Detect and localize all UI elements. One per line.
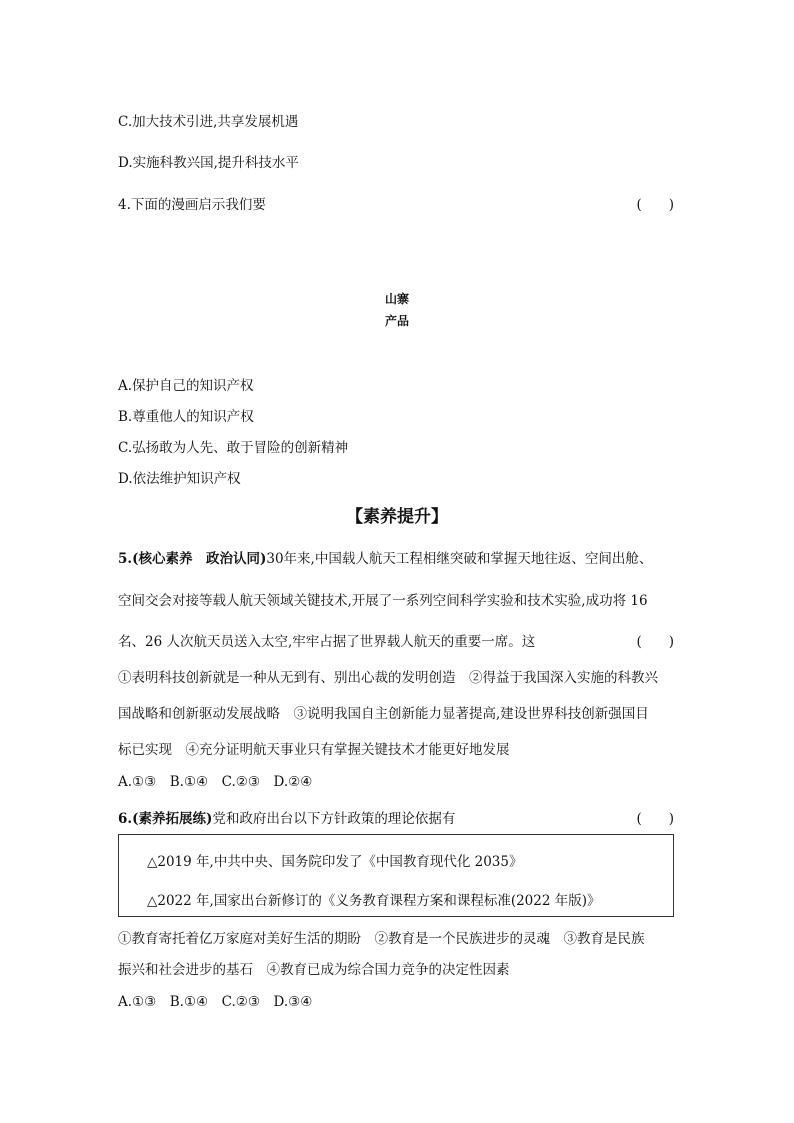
q4-option-c: C.弘扬敢为人先、敢于冒险的创新精神 — [118, 440, 349, 456]
q6-tag: (素养拓展练) — [132, 811, 213, 827]
q6-material-box — [118, 834, 674, 917]
q4-answer-paren: ( ) — [636, 197, 674, 213]
q5-line3: 名、26 人次航天员送入太空,牢牢占据了世界载人航天的重要一席。这 — [118, 634, 536, 650]
q5-line1 — [118, 547, 652, 567]
q6-material-line1: △2019 年,中共中央、国务院印发了《中国教育现代化 2035》 — [147, 854, 523, 870]
cartoon-text-line1: 山寨 — [384, 292, 409, 306]
cartoon-text-line2: 产品 — [384, 314, 409, 328]
q6-stem — [118, 807, 455, 827]
q5-line1-text: 30年来,中国载人航天工程相继突破和掌握天地往返、空间出舱、 — [266, 551, 653, 567]
q3-option-d: D.实施科教兴国,提升科技水平 — [118, 155, 299, 171]
q5-statement-line3: 标已实现 ④充分证明航天事业只有掌握关键技术才能更好地发展 — [118, 742, 510, 758]
q5-tag: (核心素养 政治认同) — [132, 551, 267, 567]
q5-choices: A.①③ B.①④ C.②③ D.②④ — [118, 774, 313, 790]
q6-choices: A.①③ B.①④ C.②③ D.③④ — [118, 994, 313, 1010]
q5-answer-paren: ( ) — [636, 634, 674, 650]
q5-statement-line2: 国战略和创新驱动发展战略 ③说明我国自主创新能力显著提高,建设世界科技创新强国目 — [118, 706, 649, 722]
q6-material-line2: △2022 年,国家出台新修订的《义务教育课程方案和课程标准(2022 年版)》 — [147, 893, 601, 909]
q6-answer-paren: ( ) — [636, 811, 674, 827]
q4-option-a: A.保护自己的知识产权 — [118, 378, 254, 394]
q4-stem: 4.下面的漫画启示我们要 — [118, 197, 266, 213]
q4-option-b: B.尊重他人的知识产权 — [118, 409, 254, 425]
q6-stem-text: 党和政府出台以下方针政策的理论依据有 — [212, 811, 456, 827]
q3-option-c: C.加大技术引进,共享发展机遇 — [118, 114, 299, 130]
q6-statement-line2: 振兴和社会进步的基石 ④教育已成为综合国力竞争的决定性因素 — [118, 962, 510, 978]
q6-number: 6. — [118, 811, 133, 827]
q4-option-d: D.依法维护知识产权 — [118, 471, 241, 487]
q6-statement-line1: ①教育寄托着亿万家庭对美好生活的期盼 ②教育是一个民族进步的灵魂 ③教育是民族 — [118, 931, 645, 947]
q5-line2: 空间交会对接等载人航天领域关键技术,开展了一系列空间科学实验和技术实验,成功将 16 — [118, 593, 648, 609]
q5-statement-line1: ①表明科技创新就是一种从无到有、别出心裁的发明创造 ②得益于我国深入实施的科教兴 — [118, 670, 658, 686]
section-title: 【素养提升】 — [346, 507, 448, 527]
q5-number: 5. — [118, 551, 133, 567]
